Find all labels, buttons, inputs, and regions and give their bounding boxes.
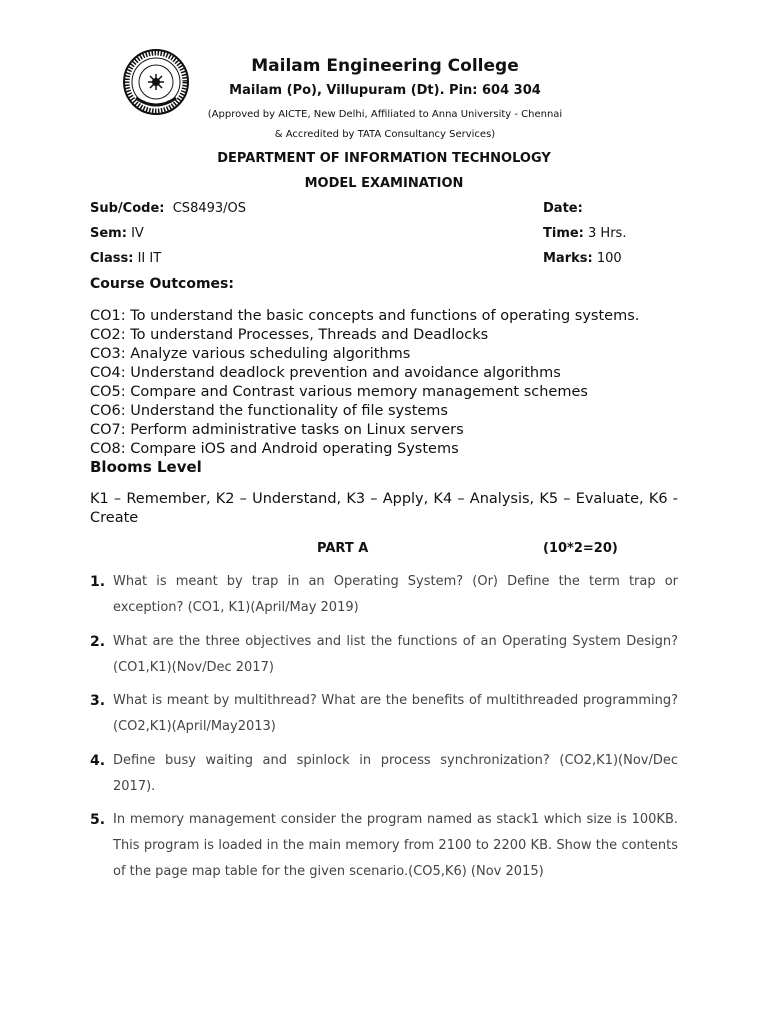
time-value: 3 Hrs. <box>588 226 627 241</box>
subcode-label: Sub/Code: <box>90 201 165 216</box>
outcome-item: CO7: Perform administrative tasks on Linux servers <box>90 422 464 438</box>
time-label: Time: <box>543 226 584 241</box>
question-number: 2. <box>90 634 106 650</box>
part-a-title: PART A <box>317 541 369 556</box>
outcome-item: CO3: Analyze various scheduling algorithms <box>90 346 411 362</box>
date-label: Date: <box>543 201 583 216</box>
department-title: DEPARTMENT OF INFORMATION TECHNOLOGY <box>217 151 551 166</box>
question-text: What is meant by trap in an Operating System? (Or) Define the term trap or exception? (CO1, K1)(April/May 2019) <box>113 574 678 615</box>
class-label: Class: <box>90 251 134 266</box>
class-value: II IT <box>137 251 162 266</box>
college-name: Mailam Engineering College <box>251 56 519 76</box>
blooms-levels: K1 – Remember, K2 – Understand, K3 – Apply, K4 – Analysis, K5 – Evaluate, K6 - Create <box>90 491 678 526</box>
marks-value: 100 <box>596 251 622 266</box>
sem-row <box>90 226 144 241</box>
sem-label: Sem: <box>90 226 127 241</box>
question-item <box>90 629 678 681</box>
question-item <box>90 807 678 885</box>
question-number: 3. <box>90 693 106 709</box>
question-text: What are the three objectives and list the functions of an Operating System Design? (CO1,K1)(Nov/Dec 2017) <box>113 634 678 675</box>
part-a-marks: (10*2=20) <box>543 541 618 556</box>
course-outcomes-heading: Course Outcomes: <box>90 276 234 292</box>
question-text: In memory management consider the program named as stack1 which size is 100KB. This program is loaded in the main memory from 2100 to 2200 KB. Show the contents of the page map table for the given scenario.(CO5,K6) (Nov 2015) <box>113 812 678 879</box>
sem-value: IV <box>131 226 144 241</box>
outcome-item: CO1: To understand the basic concepts and functions of operating systems. <box>90 308 640 324</box>
course-outcomes-list <box>90 307 690 459</box>
question-text: What is meant by multithread? What are the benefits of multithreaded programming? (CO2,K1)(April/May2013) <box>113 693 678 734</box>
outcome-item: CO6: Understand the functionality of file systems <box>90 403 448 419</box>
question-item <box>90 688 678 740</box>
outcome-item: CO2: To understand Processes, Threads and Deadlocks <box>90 327 489 343</box>
outcome-item: CO8: Compare iOS and Android operating Systems <box>90 441 459 457</box>
time-row <box>543 226 626 241</box>
question-item <box>90 569 678 621</box>
marks-label: Marks: <box>543 251 593 266</box>
subcode-value: CS8493/OS <box>172 201 247 216</box>
question-number: 1. <box>90 574 106 590</box>
outcome-item: CO4: Understand deadlock prevention and avoidance algorithms <box>90 365 561 381</box>
question-number: 5. <box>90 812 106 828</box>
class-row <box>90 251 161 266</box>
marks-row <box>543 251 622 266</box>
question-text: Define busy waiting and spinlock in process synchronization? (CO2,K1)(Nov/Dec 2017). <box>113 753 678 794</box>
question-item <box>90 748 678 800</box>
question-number: 4. <box>90 753 106 769</box>
blooms-heading: Blooms Level <box>90 458 202 476</box>
college-address: Mailam (Po), Villupuram (Dt). Pin: 604 304 <box>229 83 541 98</box>
approval-line: (Approved by AICTE, New Delhi, Affiliated to Anna University - Chennai <box>207 109 563 120</box>
outcome-item: CO5: Compare and Contrast various memory management schemes <box>90 384 588 400</box>
exam-title: MODEL EXAMINATION <box>304 176 464 191</box>
accreditation-line: & Accredited by TATA Consultancy Services) <box>274 129 496 140</box>
subcode-row <box>90 201 246 216</box>
date-row <box>543 201 583 216</box>
